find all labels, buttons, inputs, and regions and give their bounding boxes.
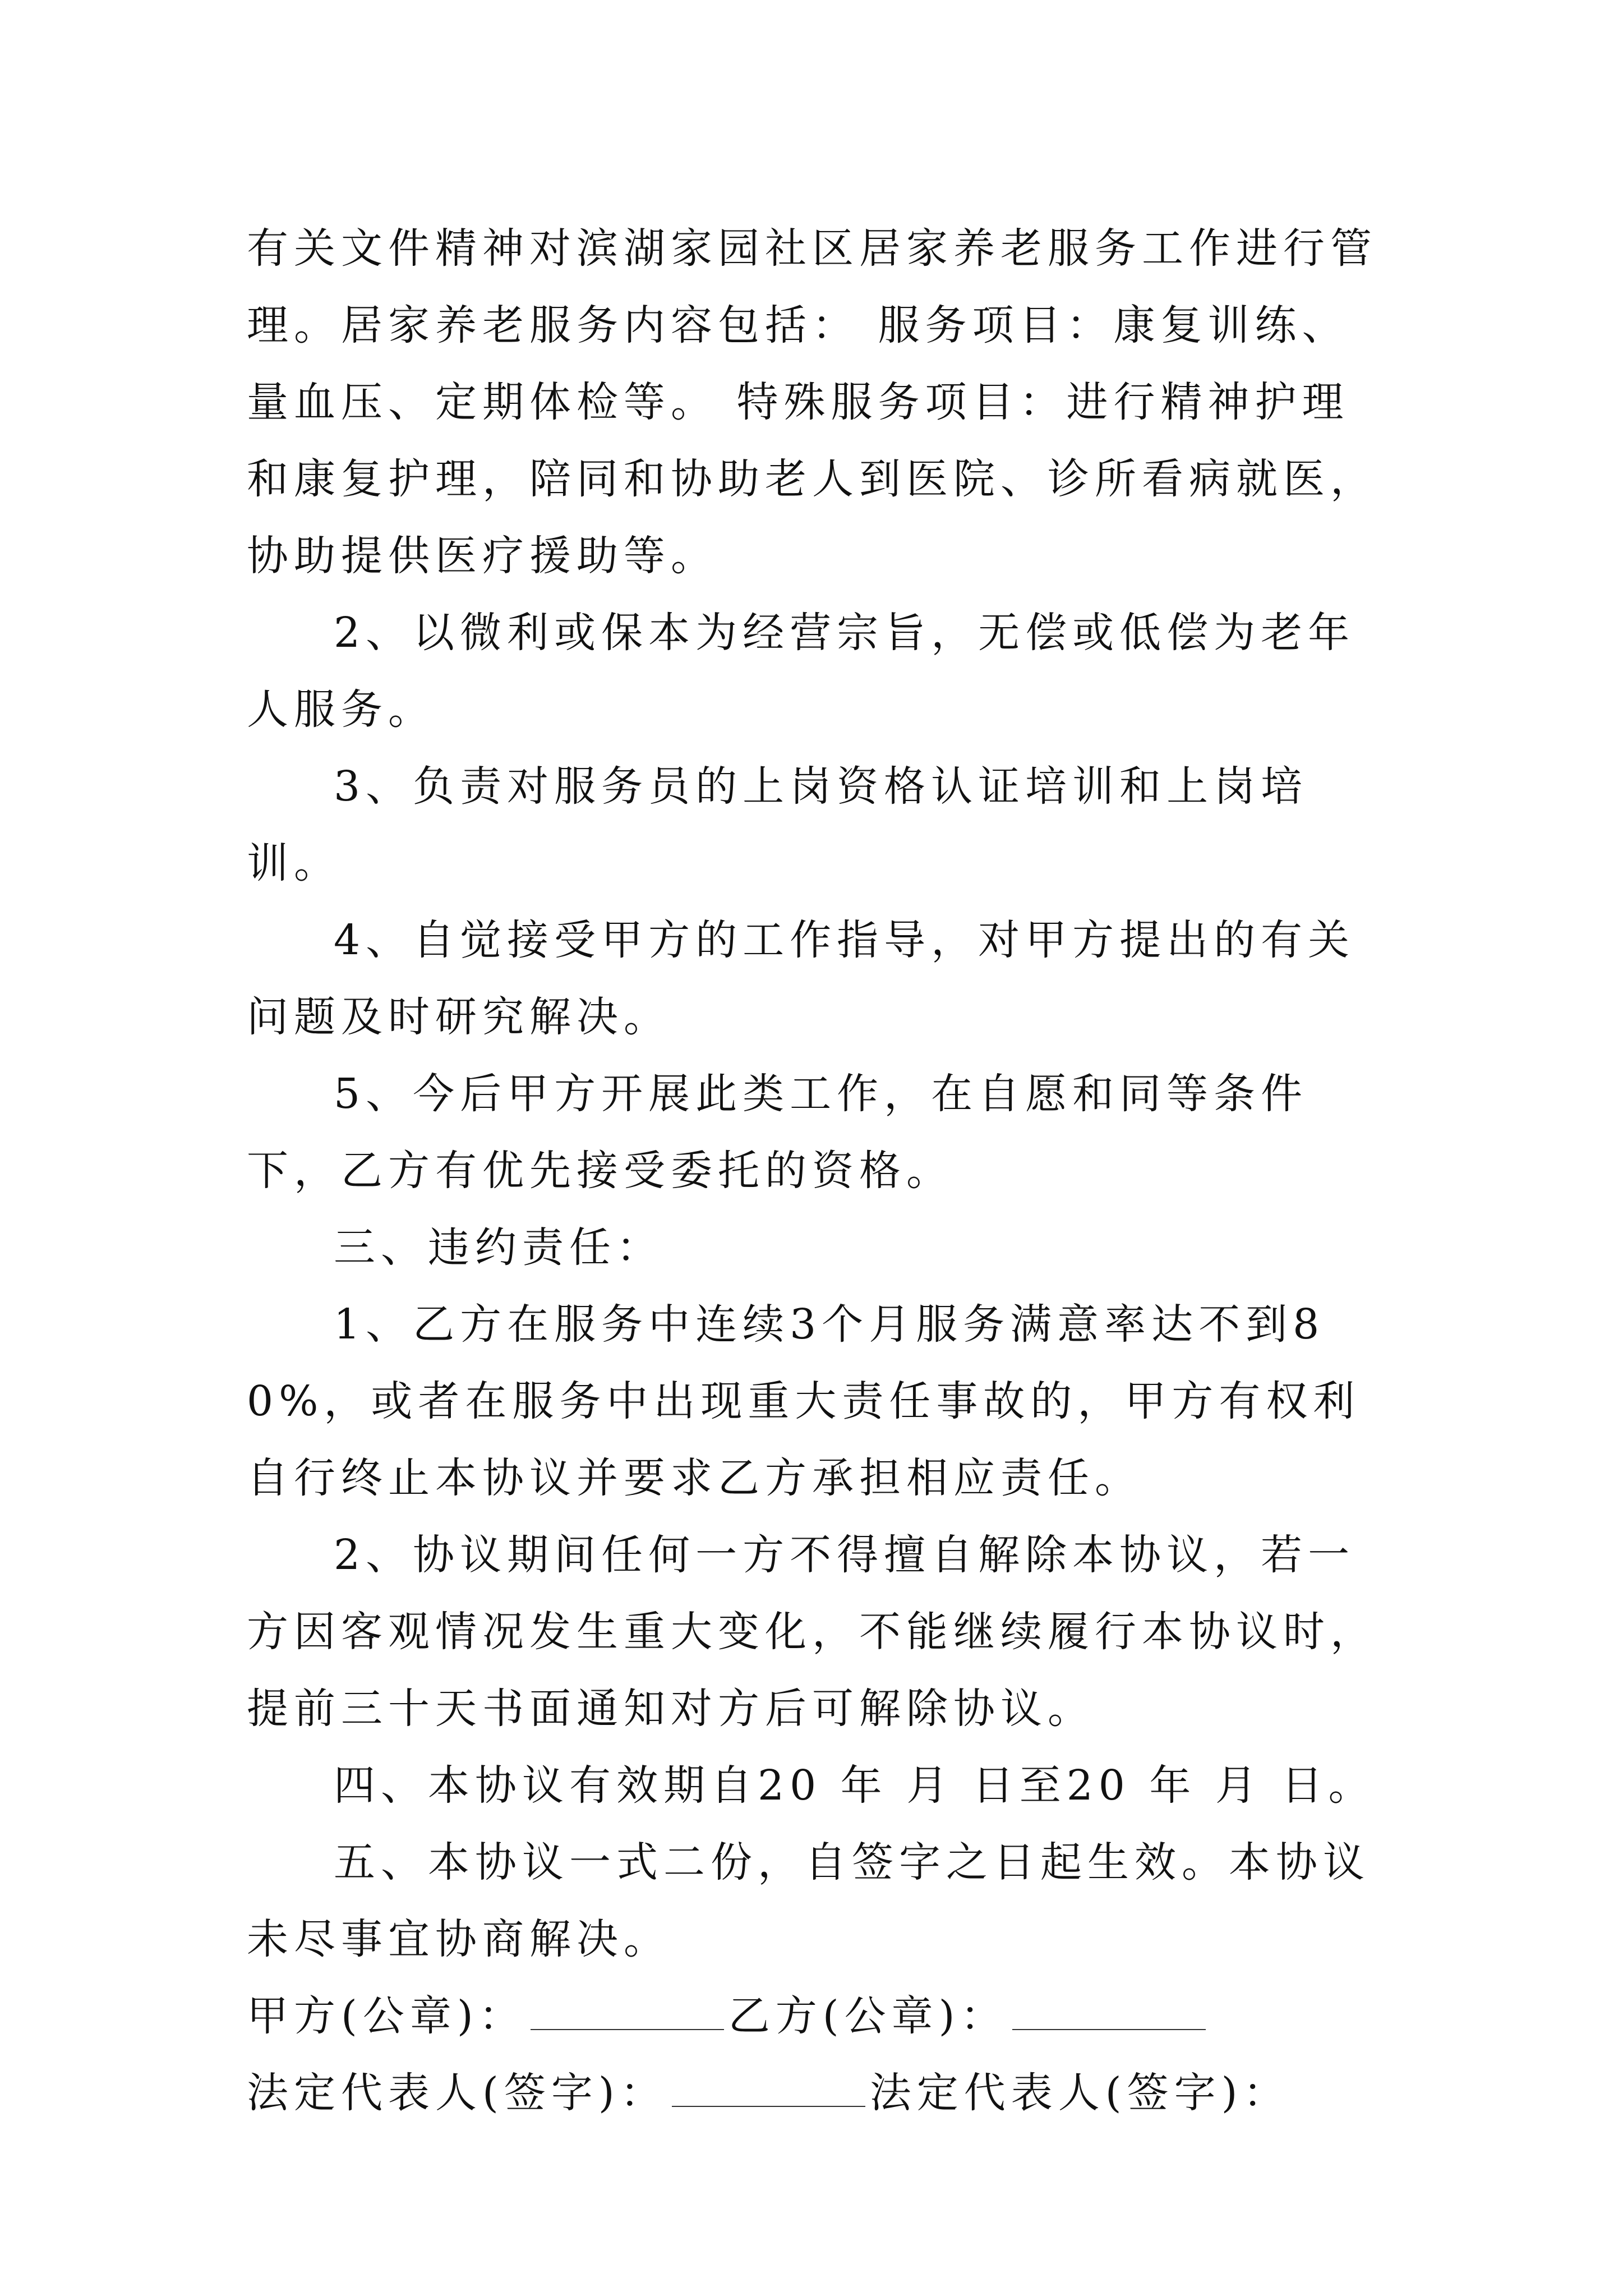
party-a-rep-label: 法定代表人(签字)： [247, 2069, 667, 2117]
paragraph-item-5: 5、今后甲方开展此类工作，在自愿和同等条件下，乙方有优先接受委托的资格。 [247, 1070, 1308, 1195]
paragraph-intro: 有关文件精神对滨湖家园社区居家养老服务工作进行管理。居家养老服务内容包括： 服务项目：康复训练、量血压、定期体检等。 特殊服务项目：进行精神护理和康复护理，陪同和协助老人到医院、诊所看病就医，协助提供医疗援助等。 [247, 224, 1377, 580]
party-b-seal-label: 乙方(公章)： [728, 1992, 1008, 2040]
party-b-rep-label: 法定代表人(签字)： [869, 2069, 1290, 2117]
paragraph-breach-2: 2、协议期间任何一方不得擅自解除本协议，若一方因客观情况发生重大变化，不能继续履行本协议时，提前三十天书面通知对方后可解除协议。 [247, 1531, 1377, 1733]
seal-signature-line [247, 1978, 1380, 2055]
paragraph-item-2: 2、以微利或保本为经营宗旨，无偿或低偿为老年人服务。 [247, 609, 1355, 734]
paragraph-item-3: 3、负责对服务员的上岗资格认证培训和上岗培训。 [247, 762, 1308, 887]
party-a-seal-blank [531, 1995, 724, 2030]
paragraph-validity-period: 四、本协议有效期自20 年 月 日至20 年 月 日。 [334, 1761, 1376, 1810]
party-a-rep-blank [672, 2072, 865, 2107]
party-b-seal-blank [1012, 1995, 1206, 2030]
paragraph-breach-1: 1、乙方在服务中连续3个月服务满意率达不到80%，或者在服务中出现重大责任事故的，甲方有权利自行终止本协议并要求乙方承担相应责任。 [247, 1300, 1361, 1502]
party-a-seal-label: 甲方(公章)： [247, 1992, 526, 2040]
paragraph-item-4: 4、自觉接受甲方的工作指导，对甲方提出的有关问题及时研究解决。 [247, 916, 1355, 1041]
document-body [247, 210, 1380, 2132]
representative-signature-line [247, 2055, 1380, 2132]
paragraph-copies-effect: 五、本协议一式二份，自签字之日起生效。本协议未尽事宜协商解决。 [247, 1838, 1370, 1963]
section-heading-breach: 三、违约责任： [334, 1223, 663, 1272]
